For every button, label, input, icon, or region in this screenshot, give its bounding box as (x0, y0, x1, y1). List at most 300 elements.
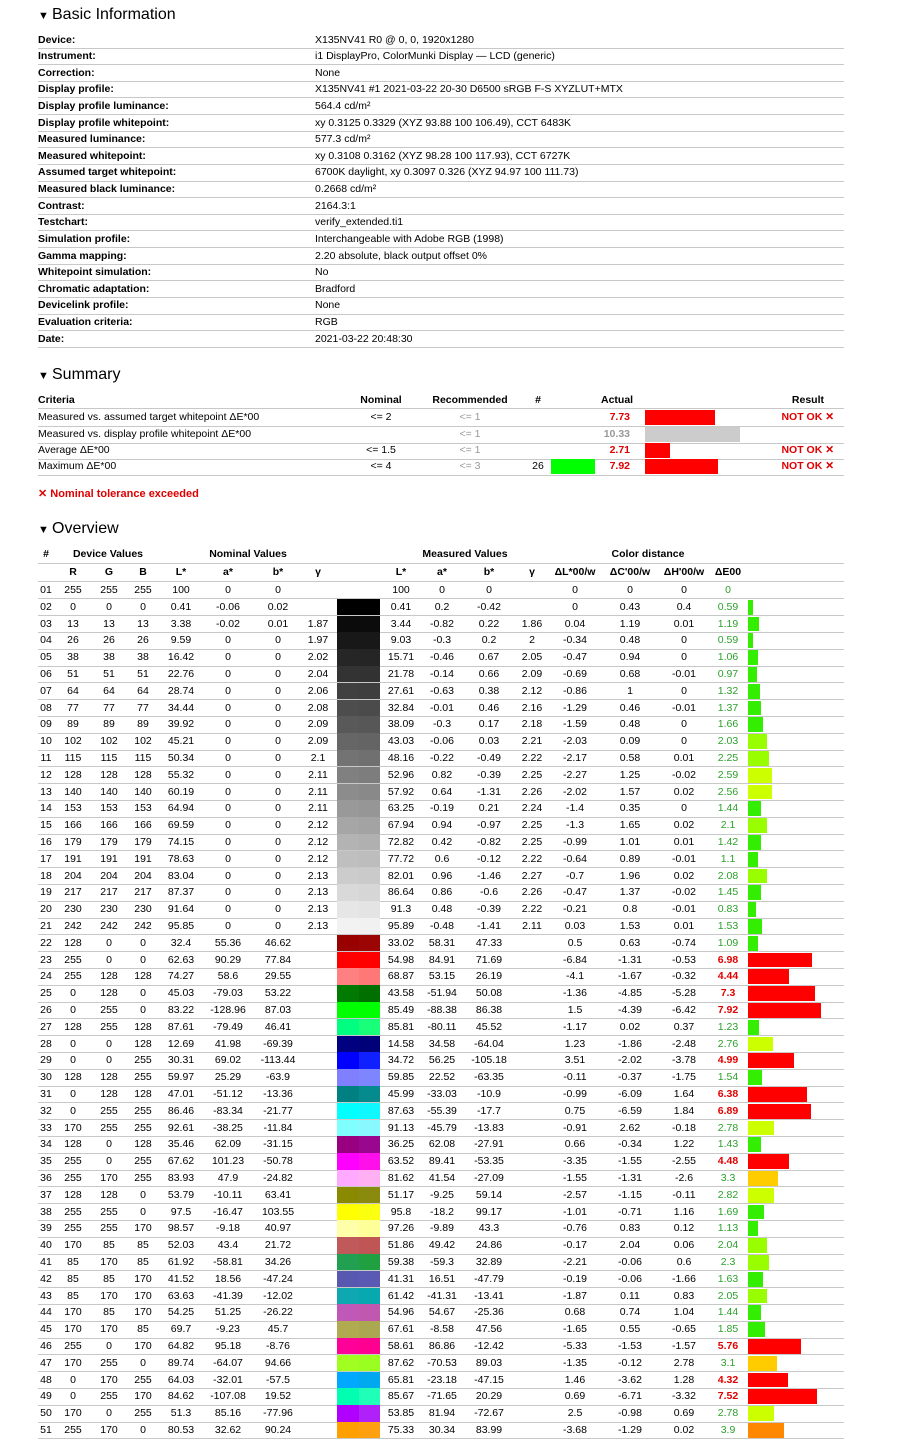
overview-cell: -47.15 (474, 1373, 504, 1386)
overview-cell (302, 1220, 334, 1237)
overview-cell: -0.64 (563, 852, 587, 865)
overview-group-device: Device Values (72, 548, 144, 560)
info-row (38, 331, 844, 348)
delta-e-bar (748, 1423, 784, 1438)
info-key: Device: (38, 33, 76, 46)
overview-cell: -24.82 (263, 1172, 293, 1184)
summary-nominal: <= 2 (370, 411, 392, 423)
overview-cell: 32.89 (475, 1256, 503, 1268)
overview-cell: 89.74 (167, 1356, 195, 1369)
overview-cell: -1.59 (563, 718, 587, 731)
overview-row (38, 599, 844, 616)
overview-cell: 1.37 (717, 701, 739, 714)
overview-cell: 26 (67, 634, 79, 647)
summary-criteria: Maximum ΔE*00 (38, 460, 117, 472)
overview-cell (518, 952, 546, 969)
overview-cell: 0.6 (434, 852, 450, 865)
overview-cell: 85.81 (387, 1020, 415, 1033)
overview-cell: -0.06 (618, 1256, 642, 1268)
overview-cell: 0 (225, 768, 231, 781)
overview-cell: 0 (225, 920, 231, 932)
overview-cell (302, 1254, 334, 1271)
overview-cell: 50.34 (167, 752, 195, 764)
overview-cell: 03 (40, 617, 52, 630)
overview-cell: 18 (40, 869, 52, 882)
overview-cell: -0.71 (618, 1205, 642, 1218)
overview-cell: 128 (134, 1020, 152, 1033)
overview-cell: 98.57 (167, 1222, 195, 1235)
overview-cell (518, 1019, 546, 1036)
overview-cell: 49.42 (428, 1239, 456, 1252)
overview-cell: 89 (103, 718, 115, 731)
overview-cell: 170 (100, 1373, 118, 1386)
overview-cell: 7.92 (717, 1004, 739, 1016)
overview-cell: 255 (64, 584, 82, 596)
overview-cell: 29 (40, 1054, 52, 1067)
overview-cell: 22.52 (428, 1071, 456, 1084)
measured-color-swatch (359, 1388, 380, 1405)
overview-cell: 47.9 (217, 1172, 239, 1184)
overview-cell: 32.84 (387, 701, 415, 714)
delta-e-bar (748, 969, 789, 984)
overview-cell: -13.36 (263, 1088, 293, 1100)
delta-e-bar (748, 852, 758, 867)
overview-cell (302, 1271, 334, 1288)
overview-cell: 255 (64, 970, 82, 983)
overview-cell: -51.94 (427, 987, 457, 1000)
info-key: Chromatic adaptation: (38, 282, 150, 295)
overview-cell: 41.52 (167, 1272, 195, 1285)
overview-row (38, 1388, 844, 1405)
overview-cell: 115 (134, 752, 152, 764)
overview-cell (518, 1271, 546, 1288)
overview-row (38, 1405, 844, 1422)
overview-cell: -2.57 (563, 1188, 587, 1201)
overview-group-measured: Measured Values (422, 548, 508, 560)
overview-cell: 9.59 (170, 634, 192, 647)
info-row (38, 314, 844, 331)
overview-cell: 0 (275, 651, 281, 664)
overview-cell: 58.6 (217, 970, 239, 983)
overview-cell (518, 1103, 546, 1120)
summary-actual-bar (645, 410, 715, 425)
overview-cell: 1.1 (720, 852, 736, 865)
overview-cell: 6.98 (717, 953, 739, 966)
overview-cell: 191 (134, 852, 152, 865)
overview-cell: -3.62 (618, 1373, 642, 1386)
overview-cell: 2.25 (717, 752, 739, 764)
delta-e-bar (748, 600, 753, 615)
overview-cell: 26 (103, 634, 115, 647)
overview-row (38, 1120, 844, 1137)
overview-cell: -0.53 (672, 953, 696, 966)
overview-cell: -64.04 (474, 1037, 504, 1050)
overview-cell: -0.32 (672, 970, 696, 983)
overview-cell: 0 (275, 836, 281, 848)
overview-cell: 2.05 (717, 1289, 739, 1302)
overview-cell: 170 (64, 1121, 82, 1134)
measured-color-swatch (359, 1136, 380, 1153)
overview-cell: 97.26 (387, 1222, 415, 1235)
info-value: 577.3 cd/m² (315, 133, 371, 146)
measured-color-swatch (359, 985, 380, 1002)
info-row (38, 264, 844, 281)
overview-cell: 2.12 (521, 684, 543, 697)
overview-cell: 30.34 (428, 1424, 456, 1436)
overview-cell: 170 (64, 1356, 82, 1369)
overview-cell: 255 (100, 1390, 118, 1403)
delta-e-bar (748, 1322, 765, 1337)
overview-cell: 38 (137, 651, 149, 664)
overview-cell: 63.63 (167, 1289, 195, 1302)
overview-cell: 0 (70, 987, 76, 1000)
overview-cell: 30 (40, 1071, 52, 1084)
delta-e-bar (748, 1305, 761, 1320)
measured-color-swatch (359, 1304, 380, 1321)
overview-cell: 1.86 (521, 617, 543, 630)
overview-cell: 1.19 (619, 617, 641, 630)
overview-cell: -2.55 (672, 1155, 696, 1168)
overview-cell: 46.62 (264, 936, 292, 949)
overview-cell (518, 1372, 546, 1389)
overview-cell: 0 (225, 836, 231, 848)
overview-row (38, 1220, 844, 1237)
overview-cell: 1.97 (307, 634, 329, 647)
overview-cell: 1.09 (717, 936, 739, 949)
overview-row (38, 582, 844, 599)
overview-cell: 53.22 (264, 987, 292, 1000)
overview-cell: 1.28 (673, 1373, 695, 1386)
overview-cell: 34 (40, 1138, 52, 1151)
overview-cell: 87.61 (167, 1020, 195, 1033)
measured-color-swatch (359, 700, 380, 717)
overview-cell: 255 (100, 584, 118, 596)
overview-cell: 2.08 (307, 701, 329, 714)
overview-cell: -79.03 (213, 987, 243, 1000)
overview-cell (302, 1052, 334, 1069)
overview-cell: -1.35 (563, 1356, 587, 1369)
overview-cell: 89.41 (428, 1155, 456, 1168)
overview-cell: 128 (64, 1138, 82, 1151)
overview-cell: 99.17 (475, 1205, 503, 1218)
overview-cell: 48.16 (387, 752, 415, 764)
overview-cell: -0.86 (563, 684, 587, 697)
info-row (38, 115, 844, 132)
overview-cell (302, 1204, 334, 1221)
overview-cell: -0.37 (618, 1071, 642, 1084)
overview-cell: 128 (100, 1188, 118, 1201)
overview-cell: 97.5 (170, 1205, 192, 1218)
delta-e-bar (748, 885, 761, 900)
overview-cell: -18.2 (430, 1205, 454, 1218)
overview-cell: 20.29 (475, 1390, 503, 1403)
delta-e-bar (748, 1289, 767, 1304)
overview-cell: 255 (64, 1205, 82, 1218)
overview-cell: 55.36 (214, 936, 242, 949)
overview-cell: 77.84 (264, 953, 292, 966)
overview-cell: 255 (64, 1424, 82, 1436)
overview-cell: 100 (392, 584, 410, 596)
delta-e-bar (748, 1154, 789, 1169)
overview-cell: 54.67 (428, 1306, 456, 1319)
overview-cell: -1.4 (565, 802, 585, 815)
overview-cell: -1.3 (565, 819, 585, 832)
summary-recommended: <= 3 (459, 460, 481, 472)
overview-cell: 2.12 (307, 819, 329, 832)
overview-cell: -64.07 (213, 1356, 243, 1369)
overview-cell: 48 (40, 1373, 52, 1386)
overview-cell: 21.78 (387, 668, 415, 680)
overview-cell (518, 968, 546, 985)
overview-cell: -0.39 (477, 903, 501, 916)
delta-e-bar (748, 818, 767, 833)
delta-e-bar (748, 684, 760, 699)
overview-cell: 9.03 (390, 634, 412, 647)
overview-cell: 102 (134, 735, 152, 748)
overview-cell: 51 (67, 668, 79, 680)
overview-cell: -72.67 (474, 1407, 504, 1420)
overview-cell: -0.01 (672, 668, 696, 680)
summary-actual-bar (645, 443, 670, 458)
overview-cell: 128 (64, 768, 82, 781)
summary-criteria: Measured vs. assumed target whitepoint ΔE*00 (38, 411, 260, 423)
overview-cell: 67.61 (387, 1323, 415, 1336)
measured-color-swatch (359, 649, 380, 666)
overview-cell (518, 1069, 546, 1086)
summary-actual-bar (645, 459, 718, 474)
overview-cell: 2.25 (521, 819, 543, 832)
overview-cell: 0 (140, 953, 146, 966)
overview-cell: 3.1 (720, 1356, 736, 1369)
overview-cell (302, 1086, 334, 1103)
overview-cell: 85 (103, 1272, 115, 1285)
info-key: Devicelink profile: (38, 299, 129, 312)
overview-row (38, 1103, 844, 1120)
overview-cell: -70.53 (427, 1356, 457, 1369)
overview-row (38, 733, 844, 750)
overview-cell: -0.01 (672, 903, 696, 916)
info-key: Measured luminance: (38, 133, 146, 146)
overview-cell: 0.5 (567, 936, 583, 949)
overview-cell: -5.28 (672, 987, 696, 1000)
overview-cell: 0 (681, 584, 687, 596)
overview-cell: 77 (67, 701, 79, 714)
measured-color-swatch (359, 716, 380, 733)
overview-cell: 0.94 (619, 651, 641, 664)
overview-cell: 23 (40, 953, 52, 966)
overview-cell: 0.38 (478, 684, 500, 697)
overview-cell: 90.29 (214, 953, 242, 966)
overview-cell: 103.55 (261, 1205, 295, 1218)
summary-actual: 10.33 (603, 428, 630, 440)
measured-color-swatch (359, 1187, 380, 1204)
overview-cell: 11 (40, 752, 52, 764)
overview-cell: 128 (100, 987, 118, 1000)
overview-heading[interactable]: ▼ Overview (38, 519, 119, 540)
overview-cell: -77.96 (263, 1407, 293, 1420)
overview-cell: 2.78 (673, 1356, 695, 1369)
delta-e-bar (748, 617, 759, 632)
overview-row (38, 1288, 844, 1305)
overview-cell: -1.29 (563, 701, 587, 714)
overview-cell: 0 (275, 903, 281, 916)
overview-cell: 1.25 (619, 768, 641, 781)
overview-row (38, 1002, 844, 1019)
overview-cell: -26.22 (263, 1306, 293, 1319)
overview-cell: 0.82 (431, 768, 453, 781)
overview-cell: -0.47 (563, 886, 587, 899)
overview-cell: -0.3 (432, 634, 452, 647)
summary-nominal: <= 4 (370, 460, 392, 472)
overview-cell: 0 (225, 651, 231, 664)
overview-cell: 15.71 (387, 651, 415, 664)
overview-cell: -0.22 (430, 752, 454, 764)
overview-cell: -1.17 (563, 1020, 587, 1033)
overview-row (38, 1187, 844, 1204)
overview-cell: 170 (64, 1306, 82, 1319)
overview-cell: 170 (134, 1306, 152, 1319)
measured-color-swatch (359, 1086, 380, 1103)
overview-cell: 84.62 (167, 1390, 195, 1403)
overview-cell (302, 1422, 334, 1439)
overview-cell (302, 582, 334, 599)
overview-cell (518, 1237, 546, 1254)
overview-cell: 2.16 (521, 701, 543, 714)
overview-cell: 0 (275, 718, 281, 731)
overview-cell: -6.09 (618, 1088, 642, 1100)
overview-subheader: a* (437, 566, 447, 578)
measured-color-swatch (359, 767, 380, 784)
overview-cell: 0 (70, 600, 76, 613)
overview-cell: 32.4 (170, 936, 192, 949)
overview-cell: 0 (275, 634, 281, 647)
overview-cell: 7.3 (720, 987, 736, 1000)
overview-cell: 01 (40, 584, 52, 596)
overview-cell: 67.94 (387, 819, 415, 832)
overview-row (38, 968, 844, 985)
overview-cell: 36.25 (387, 1138, 415, 1151)
overview-cell: 0 (106, 1037, 112, 1050)
overview-cell: 0 (275, 701, 281, 714)
overview-cell (302, 1120, 334, 1137)
overview-cell (518, 1355, 546, 1372)
overview-cell: -10.11 (213, 1188, 243, 1201)
overview-cell: 69.59 (167, 819, 195, 832)
overview-cell: 1.13 (717, 1222, 739, 1235)
summary-recommended: <= 1 (459, 444, 481, 456)
overview-cell: 95.8 (390, 1205, 412, 1218)
info-row (38, 248, 844, 265)
overview-cell: 75.33 (387, 1424, 415, 1436)
overview-cell: 255 (134, 1071, 152, 1084)
overview-cell: 59.85 (387, 1071, 415, 1084)
overview-cell (518, 1321, 546, 1338)
overview-cell: 14 (40, 802, 52, 815)
overview-cell: 55.32 (167, 768, 195, 781)
overview-cell: 07 (40, 684, 52, 697)
overview-cell: -88.38 (427, 1004, 457, 1016)
overview-cell: -0.34 (563, 634, 587, 647)
overview-cell (518, 1052, 546, 1069)
overview-cell: 2.18 (521, 718, 543, 731)
overview-cell: -0.6 (479, 886, 499, 899)
overview-cell: 47.01 (167, 1088, 195, 1100)
measured-color-swatch (359, 1288, 380, 1305)
overview-cell: 0 (106, 1407, 112, 1420)
overview-cell: 2.78 (717, 1121, 739, 1134)
overview-cell: 255 (100, 1121, 118, 1134)
summary-heading[interactable]: ▼ Summary (38, 365, 120, 386)
overview-cell: 63.25 (387, 802, 415, 815)
summary-header-count: # (535, 394, 541, 406)
overview-cell: 1.54 (717, 1071, 739, 1084)
basic-information-heading[interactable]: ▼ Basic Information (38, 5, 176, 26)
overview-cell: 1.57 (619, 785, 641, 798)
overview-cell: -0.76 (563, 1222, 587, 1235)
overview-subheader: B (139, 566, 147, 578)
overview-cell: 2.11 (308, 802, 328, 815)
measured-color-swatch (359, 599, 380, 616)
overview-cell: 1.01 (619, 836, 641, 848)
overview-cell: 81.62 (387, 1172, 415, 1184)
overview-cell: 65.81 (387, 1373, 415, 1386)
overview-cell: 179 (100, 836, 118, 848)
overview-cell: 255 (134, 584, 152, 596)
overview-cell: 3.3 (720, 1172, 736, 1184)
info-row (38, 181, 844, 198)
overview-cell: 128 (134, 1138, 152, 1151)
overview-cell: 0 (681, 718, 687, 731)
overview-cell: 2.59 (717, 768, 739, 781)
overview-cell: 32.62 (214, 1424, 242, 1436)
overview-cell: 18.56 (214, 1272, 242, 1285)
overview-cell: 140 (100, 785, 118, 798)
overview-subheader: R (69, 566, 77, 578)
overview-cell: 1.53 (619, 920, 641, 932)
overview-cell: 204 (134, 869, 152, 882)
overview-row (38, 1254, 844, 1271)
overview-cell: 14.58 (387, 1037, 415, 1050)
delta-e-bar (748, 1373, 788, 1388)
overview-cell: 0 (225, 701, 231, 714)
overview-cell: 140 (134, 785, 152, 798)
overview-cell: 0.66 (478, 668, 500, 680)
overview-cell: 33.02 (387, 936, 415, 949)
overview-cell: 0 (275, 920, 281, 932)
measured-color-swatch (359, 1237, 380, 1254)
overview-cell: 1.16 (673, 1205, 695, 1218)
overview-cell: 170 (64, 1407, 82, 1420)
measured-color-swatch (359, 1019, 380, 1036)
overview-cell: 0 (70, 1104, 76, 1117)
measured-color-swatch (359, 851, 380, 868)
overview-cell: 255 (100, 1020, 118, 1033)
overview-cell: 0 (140, 1424, 146, 1436)
overview-row (38, 1304, 844, 1321)
overview-cell: 0.59 (717, 600, 739, 613)
overview-cell: -1.53 (618, 1340, 642, 1352)
overview-cell: -113.44 (260, 1054, 296, 1067)
delta-e-bar (748, 1406, 774, 1421)
overview-row-divider (38, 1438, 844, 1439)
overview-cell: -0.48 (430, 920, 454, 932)
overview-subheader: ΔE00 (714, 566, 742, 578)
overview-cell: 0 (439, 584, 445, 596)
delta-e-bar (748, 1003, 821, 1018)
overview-cell: 26 (137, 634, 149, 647)
overview-cell: 255 (64, 1340, 82, 1352)
overview-cell: 26.19 (475, 970, 503, 983)
